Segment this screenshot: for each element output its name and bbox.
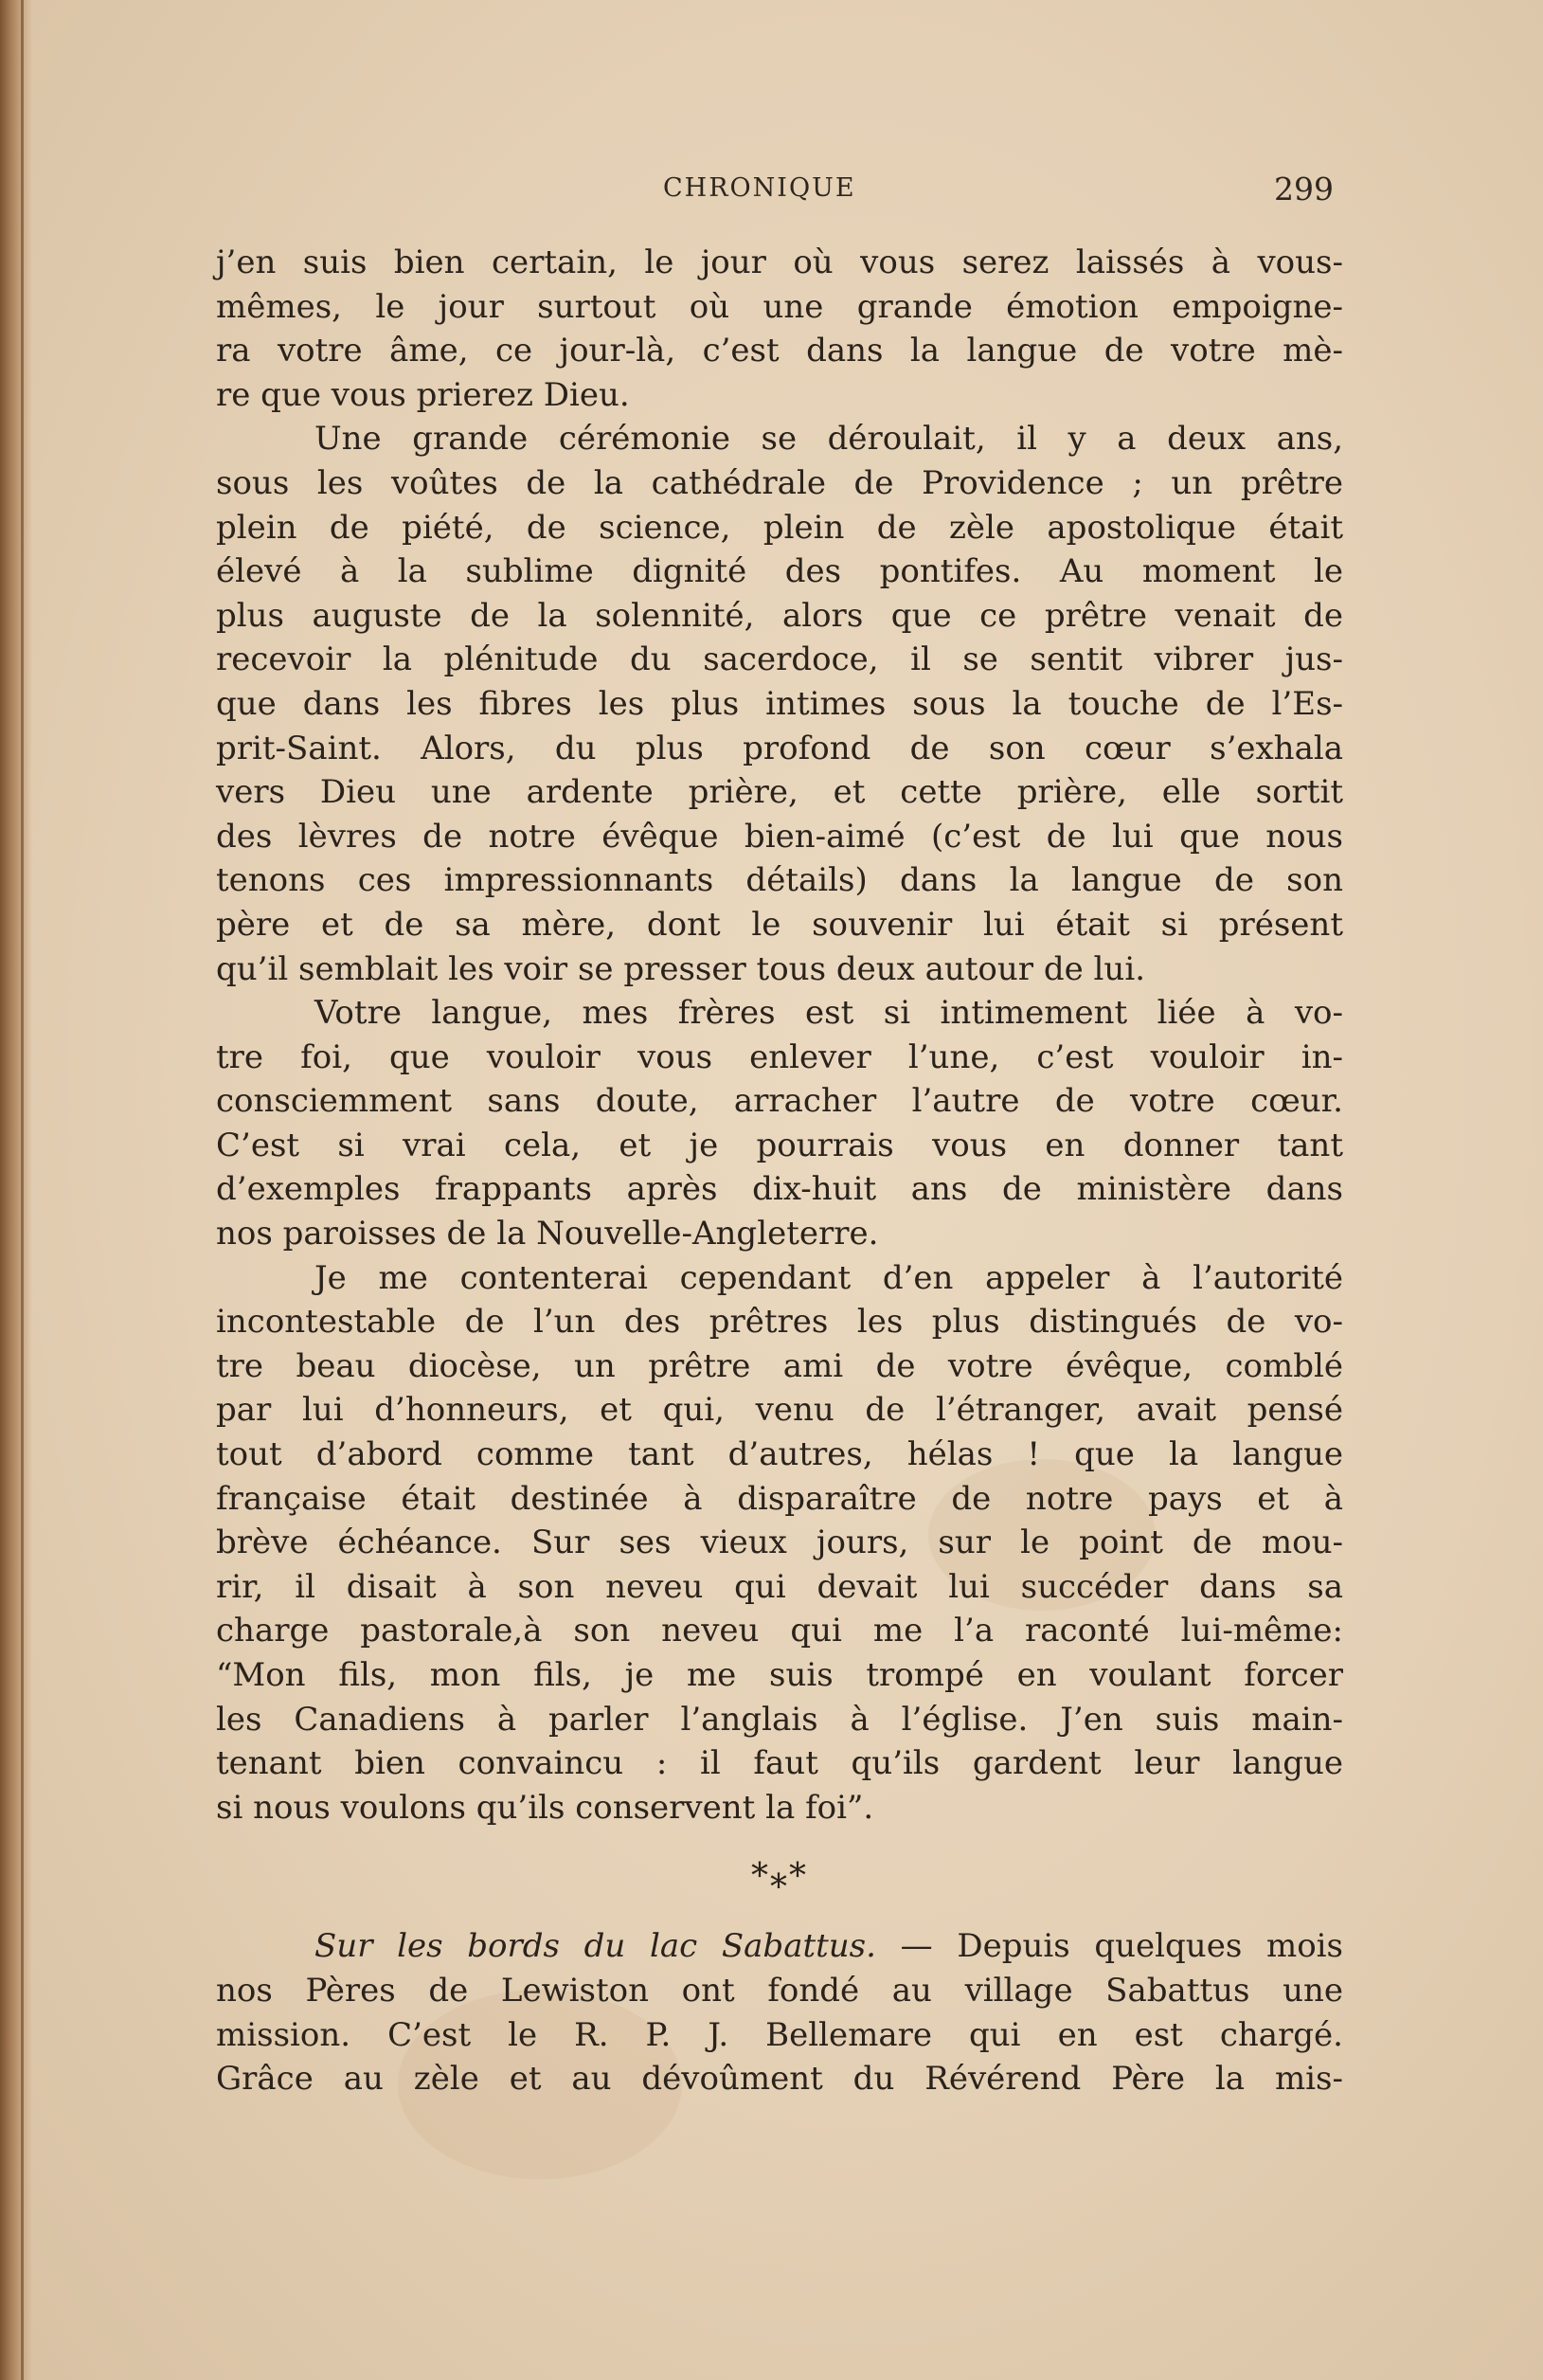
text-line: C’est si vrai cela, et je pourrais vous en donner tant	[216, 1126, 1343, 1164]
page-number: 299	[1274, 171, 1334, 207]
text-line: père et de sa mère, dont le souvenir lui était si présent	[216, 905, 1343, 944]
text-line: d’exemples frappants après dix-huit ans de ministère dans	[216, 1170, 1343, 1209]
text-line: consciemment sans doute, arracher l’autre de votre cœur.	[216, 1082, 1343, 1121]
text-line: nos paroisses de la Nouvelle-Angleterre.	[216, 1215, 879, 1253]
text-line: mêmes, le jour surtout où une grande émotion empoigne-	[216, 287, 1343, 326]
text-line: tenons ces impressionnants détails) dans la langue de son	[216, 861, 1343, 900]
text-line: nos Pères de Lewiston ont fondé au village Sabattus une	[216, 1971, 1343, 2010]
text-line: prit-Saint. Alors, du plus profond de son cœur s’exhala	[216, 729, 1343, 767]
text-line: tenant bien convaincu : il faut qu’ils gardent leur langue	[216, 1744, 1343, 1783]
text-line: incontestable de l’un des prêtres les plus distingués de vo-	[216, 1303, 1343, 1342]
text-line: ra votre âme, ce jour-là, c’est dans la langue de votre mè-	[216, 332, 1343, 370]
text-line: Votre langue, mes frères est si intimement liée à vo-	[314, 994, 1343, 1033]
text-line: charge pastorale,à son neveu qui me l’a raconté lui-même:	[216, 1612, 1343, 1650]
text-line: si nous voulons qu’ils conservent la foi”.	[216, 1788, 874, 1827]
text-line: par lui d’honneurs, et qui, venu de l’étranger, avait pensé	[216, 1391, 1343, 1430]
text-line: Grâce au zèle et au dévoûment du Révérend Père la mis-	[216, 2060, 1343, 2099]
text-line: vers Dieu une ardente prière, et cette prière, elle sortit	[216, 773, 1343, 812]
text-line: tre foi, que vouloir vous enlever l’une, c’est vouloir in-	[216, 1037, 1343, 1076]
section-first-line	[216, 1924, 1343, 1969]
text-line: tre beau diocèse, un prêtre ami de votre évêque, comblé	[216, 1346, 1343, 1385]
text-line: plein de piété, de science, plein de zèle apostolique était	[216, 508, 1343, 547]
text-line: mission. C’est le R. P. J. Bellemare qui en est chargé.	[216, 2015, 1343, 2054]
section-asterism: *⁎*	[751, 1857, 808, 1897]
text-line: brève échéance. Sur ses vieux jours, sur le point de mou-	[216, 1524, 1343, 1562]
text-line: que dans les fibres les plus intimes sous la touche de l’Es-	[216, 684, 1343, 723]
text-line: tout d’abord comme tant d’autres, hélas ! que la langue	[216, 1435, 1343, 1474]
binding-edge	[0, 0, 32, 2380]
text-line: j’en suis bien certain, le jour où vous serez laissés à vous-	[216, 243, 1343, 281]
text-line: plus auguste de la solennité, alors que ce prêtre venait de	[216, 596, 1343, 635]
section-first-line-text: — Depuis quelques mois	[875, 1927, 1343, 1966]
text-line: rir, il disait à son neveu qui devait lui succéder dans sa	[216, 1567, 1343, 1606]
text-line: sous les voûtes de la cathédrale de Providence ; un prêtre	[216, 463, 1343, 502]
text-line: re que vous prierez Dieu.	[216, 375, 630, 414]
text-line: Je me contenterai cependant d’en appeler à l’autorité	[314, 1258, 1343, 1297]
text-line: française était destinée à disparaître de notre pays et à	[216, 1479, 1343, 1518]
binding-edge-line	[21, 0, 24, 2380]
text-line: qu’il semblait les voir se presser tous deux autour de lui.	[216, 949, 1146, 988]
text-line: élevé à la sublime dignité des pontifes. Au moment le	[216, 552, 1343, 591]
text-line: recevoir la plénitude du sacerdoce, il se sentit vibrer jus-	[216, 640, 1343, 679]
text-line: Une grande cérémonie se déroulait, il y a deux ans,	[314, 420, 1343, 459]
text-line: des lèvres de notre évêque bien-aimé (c’est de lui que nous	[216, 817, 1343, 856]
text-block	[216, 241, 1343, 2101]
running-head: CHRONIQUE	[663, 173, 856, 203]
text-line: les Canadiens à parler l’anglais à l’église. J’en suis main-	[216, 1700, 1343, 1739]
text-line: “Mon fils, mon fils, je me suis trompé en voulant forcer	[216, 1656, 1343, 1694]
section-title: Sur les bords du lac Sabattus.	[314, 1927, 876, 1966]
